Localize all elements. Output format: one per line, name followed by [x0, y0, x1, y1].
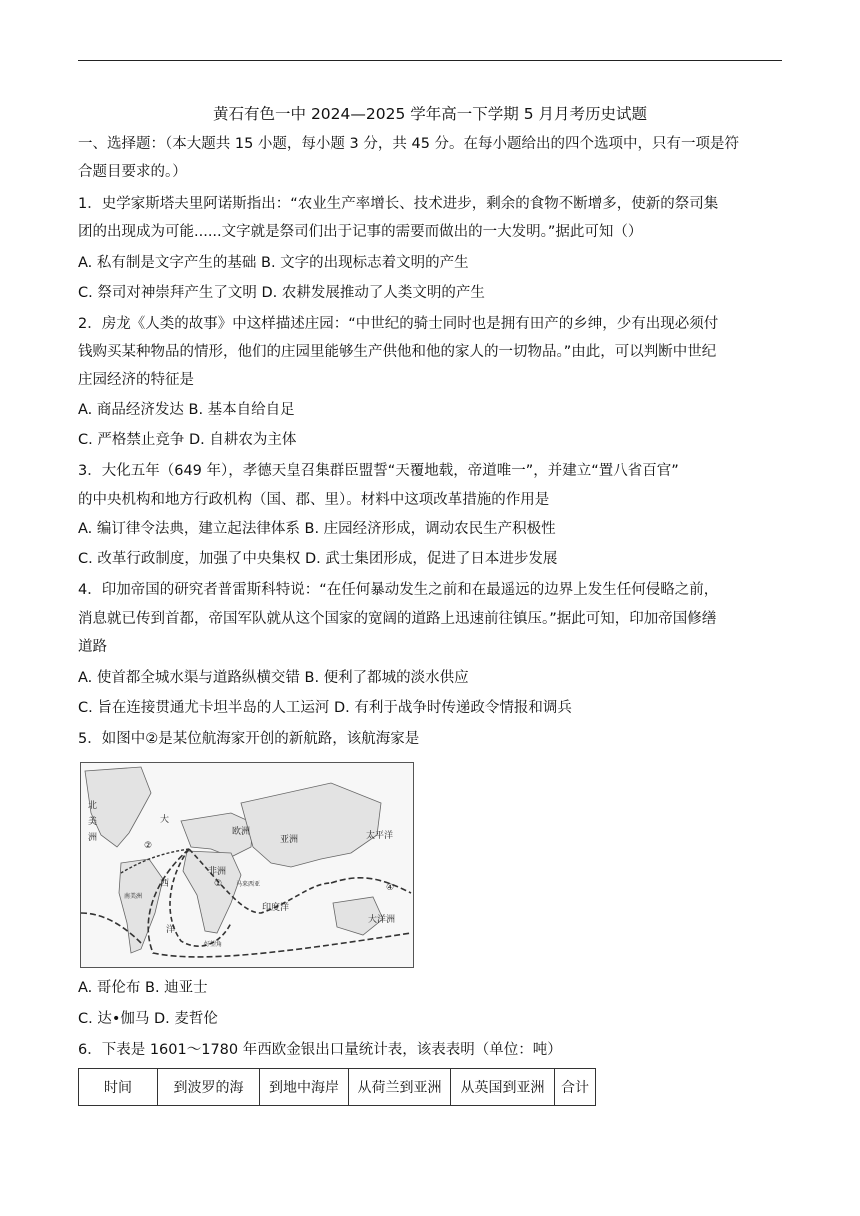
map-marker-4: ④ — [386, 883, 395, 893]
question-3-options-cd: C. 改革行政制度，加强了中央集权 D. 武士集团形成，促进了日本进步发展 — [78, 551, 558, 567]
question-2-stem-cont: 钱购买某种物品的情形，他们的庄园里能够生产供他和他的家人的一切物品。”由此，可以判断中世纪 — [78, 344, 717, 360]
map-label-continent: 洲 — [88, 833, 98, 843]
map-label-asia: 亚洲 — [280, 835, 299, 845]
question-4-stem: 4．印加帝国的研究者普雷斯科特说：“在任何暴动发生之前和在最遥远的边界上发生任何侵略之前， — [78, 582, 719, 598]
table-header-cell: 到波罗的海 — [158, 1069, 260, 1106]
map-marker-2: ② — [144, 841, 153, 851]
question-3-options-ab: A. 编订律令法典，建立起法律体系 B. 庄园经济形成，调动农民生产积极性 — [78, 521, 556, 537]
table-header-row — [79, 1069, 596, 1106]
table-header-cell: 从荷兰到亚洲 — [349, 1069, 451, 1106]
map-label-south-america: 南美洲 — [124, 893, 143, 900]
map-label-america: 美 — [88, 817, 98, 827]
map-label-africa: 非洲 — [208, 867, 227, 877]
map-label-pacific: 太平洋 — [366, 831, 394, 841]
question-2-options-ab: A. 商品经济发达 B. 基本自给自足 — [78, 402, 295, 418]
question-1-options-ab: A. 私有制是文字产生的基础 B. 文字的出现标志着文明的产生 — [78, 255, 469, 271]
question-1-stem: 1．史学家斯塔夫里阿诺斯指出：“农业生产率增长、技术进步，剩余的食物不断增多，使新的祭司集 — [78, 196, 719, 212]
question-5-stem: 5．如图中②是某位航海家开创的新航路，该航海家是 — [78, 731, 420, 747]
section-heading: 一、选择题：（本大题共 15 小题，每小题 3 分，共 45 分。在每小题给出的四个选项中，只有一项是符 — [78, 136, 740, 152]
header-rule — [78, 60, 782, 61]
question-5-options-ab: A. 哥伦布 B. 迪亚士 — [78, 980, 208, 996]
map-label-da: 大 — [160, 815, 170, 825]
question-4-options-ab: A. 使首都全城水渠与道路纵横交错 B. 便利了都城的淡水供应 — [78, 670, 469, 686]
question-3-stem-cont: 的中央机构和地方行政机构（国、郡、里）。材料中这项改革措施的作用是 — [78, 492, 550, 508]
question-4-stem-cont2: 道路 — [78, 639, 107, 655]
table-header-cell: 从英国到亚洲 — [451, 1069, 555, 1106]
question-5-options-cd: C. 达•伽马 D. 麦哲伦 — [78, 1011, 218, 1027]
question-4-stem-cont: 消息就已传到首都，帝国军队就从这个国家的宽阔的道路上迅速前往镇压。”据此可知，印加帝国修缮 — [78, 611, 717, 627]
table-header-cell: 合计 — [555, 1069, 596, 1106]
question-1-options-cd: C. 祭司对神崇拜产生了文明 D. 农耕发展推动了人类文明的产生 — [78, 285, 485, 301]
question-2-stem-cont2: 庄园经济的特征是 — [78, 372, 194, 388]
question-3-stem: 3．大化五年（649 年），孝德天皇召集群臣盟誓“天覆地载，帝道唯一”，并建立“置八省百官” — [78, 463, 679, 479]
question-2-options-cd: C. 严格禁止竞争 D. 自耕农为主体 — [78, 432, 297, 448]
map-label-cape-good-hope: 好望角 — [204, 941, 223, 948]
section-heading-cont: 合题目要求的。） — [78, 164, 187, 180]
map-labels — [80, 762, 412, 966]
map-label-europe: 欧洲 — [232, 827, 251, 837]
map-label-indian-ocean: 印度洋 — [262, 903, 290, 913]
question-6-stem: 6．下表是 1601～1780 年西欧金银出口量统计表，该表表明（单位：吨） — [78, 1042, 562, 1058]
map-label-yang: 洋 — [166, 925, 176, 935]
page-title: 黄石有色一中 2024—2025 学年高一下学期 5 月月考历史试题 — [213, 105, 647, 123]
question-4-options-cd: C. 旨在连接贯通尤卡坦半岛的人工运河 D. 有利于战争时传递政令情报和调兵 — [78, 700, 572, 716]
table-header-cell: 到地中海岸 — [260, 1069, 349, 1106]
question-1-stem-cont: 团的出现成为可能......文字就是祭司们出于记事的需要而做出的一大发明。”据此可知（） — [78, 224, 643, 240]
map-marker-1: ① — [214, 879, 223, 889]
map-label-malindi: 马来西亚 — [236, 881, 261, 888]
question-2-stem: 2．房龙《人类的故事》中这样描述庄园：“中世纪的骑士同时也是拥有田产的乡绅，少有出现必须付 — [78, 316, 719, 332]
table-header-cell: 时间 — [79, 1069, 158, 1106]
gold-silver-export-table — [78, 1068, 596, 1106]
map-label-north: 北 — [88, 801, 98, 811]
map-label-xi: 西 — [160, 879, 170, 889]
map-label-oceania: 大洋洲 — [368, 915, 396, 925]
